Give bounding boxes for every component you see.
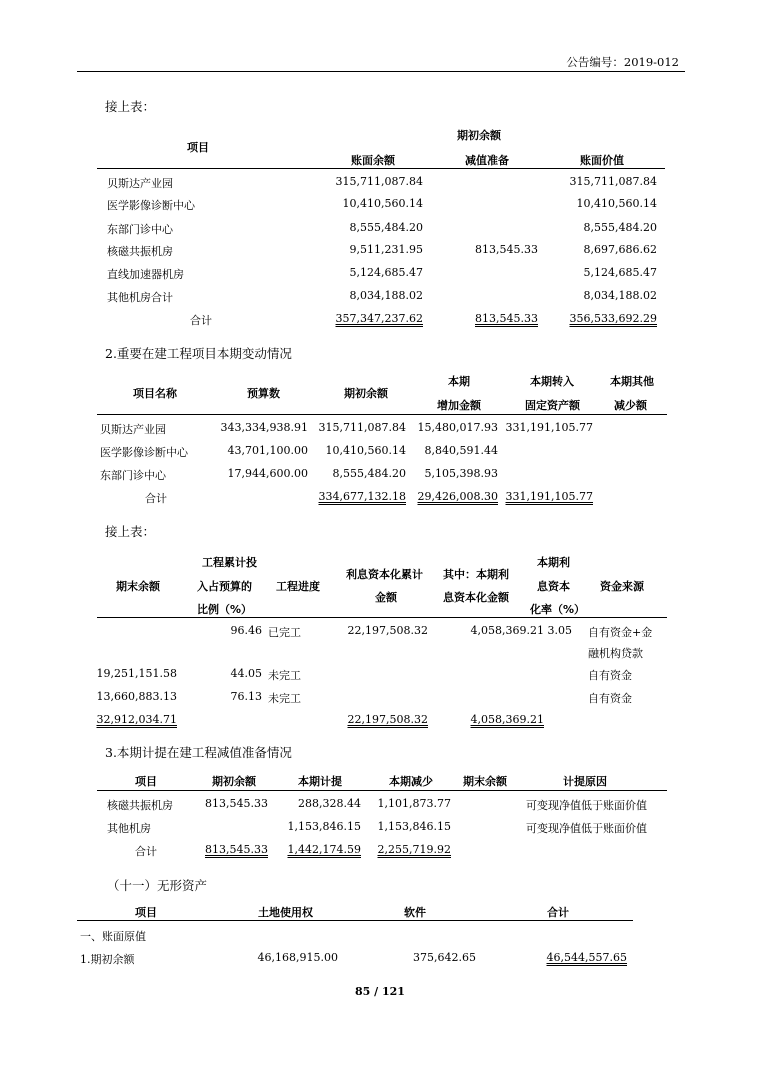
page-number: 85 / 121 (355, 985, 405, 998)
t1-cell-book-balance: 9,511,231.95 (349, 243, 423, 256)
t2-total-add: 29,426,008.30 (417, 490, 498, 503)
t1-total-impairment: 813,545.33 (475, 312, 538, 325)
t3-header-rule (97, 617, 667, 618)
t2-cell-add: 15,480,017.93 (417, 421, 498, 434)
t3-total-cur: 4,058,369.21 (470, 713, 544, 726)
t1-total-label: 合计 (190, 314, 212, 327)
t5-header-software: 软件 (404, 906, 426, 919)
t1-header-rule (97, 168, 665, 169)
t2-header-opening: 期初余额 (344, 387, 388, 400)
t3-header-cur-1: 其中：本期利 (443, 568, 509, 581)
t2-cell-transfer: 331,191,105.77 (505, 421, 593, 434)
t3-cell-source: 自有资金 (588, 692, 632, 705)
t1-cell-book-balance: 10,410,560.14 (342, 197, 423, 210)
t4-header-opening: 期初余额 (212, 775, 256, 788)
t4-cell-provision: 1,153,846.15 (287, 820, 361, 833)
t4-cell-reason: 可变现净值低于账面价值 (526, 822, 647, 835)
t3-total-closing: 32,912,034.71 (96, 713, 177, 726)
t1-cell-book-balance: 8,555,484.20 (349, 221, 423, 234)
t4-total-provision: 1,442,174.59 (287, 843, 361, 856)
t5-header-total: 合计 (547, 906, 569, 919)
continued-label: 接上表： (105, 99, 156, 114)
t3-cell-source: 自有资金+金 (588, 626, 653, 639)
t3-header-source: 资金来源 (600, 580, 644, 593)
t4-header-item: 项目 (135, 775, 157, 788)
t2-cell-opening: 315,711,087.84 (318, 421, 406, 434)
t5-header-rule (77, 920, 633, 921)
t2-header-other-1: 本期其他 (610, 375, 654, 388)
t1-cell-book-value: 8,555,484.20 (583, 221, 657, 234)
t3-header-cap-2: 金额 (375, 591, 397, 604)
t1-cell-name: 其他机房合计 (107, 291, 173, 304)
t2-cell-add: 8,840,591.44 (424, 444, 498, 457)
t1-cell-book-balance: 5,124,685.47 (349, 266, 423, 279)
t4-cell-opening: 813,545.33 (205, 797, 268, 810)
t2-cell-name: 东部门诊中心 (100, 469, 166, 482)
section-title-construction-changes: 2.重要在建工程项目本期变动情况 (105, 346, 292, 361)
t2-cell-opening: 8,555,484.20 (332, 467, 406, 480)
t1-cell-book-value: 8,697,686.62 (583, 243, 657, 256)
t2-cell-name: 贝斯达产业园 (100, 423, 166, 436)
t4-cell-item: 其他机房 (107, 822, 151, 835)
t4-header-reason: 计提原因 (563, 775, 607, 788)
t2-header-rule (97, 414, 667, 415)
t1-header-impairment: 减值准备 (465, 154, 509, 167)
t3-cell-ratio: 76.13 (230, 690, 262, 703)
t1-cell-book-balance: 315,711,087.84 (335, 175, 423, 188)
t1-cell-book-balance: 8,034,188.02 (349, 289, 423, 302)
t1-cell-impairment: 813,545.33 (475, 243, 538, 256)
t4-header-decrease: 本期减少 (389, 775, 433, 788)
t3-header-rate-3: 化率（%） (530, 603, 586, 616)
section-title-impairment: 3.本期计提在建工程减值准备情况 (105, 745, 292, 760)
t5-cell-software: 375,642.65 (413, 951, 476, 964)
t5-header-item: 项目 (135, 906, 157, 919)
t1-cell-name: 核磁共振机房 (107, 245, 173, 258)
t3-cell-progress: 未完工 (268, 692, 301, 705)
t1-total-book-balance: 357,347,237.62 (335, 312, 423, 325)
t2-header-add-2: 增加金额 (437, 399, 481, 412)
header-rule (77, 71, 685, 72)
t1-cell-book-value: 10,410,560.14 (576, 197, 657, 210)
t4-total-label: 合计 (135, 845, 157, 858)
t3-header-cap-1: 利息资本化累计 (346, 568, 423, 581)
t1-total-book-value: 356,533,692.29 (569, 312, 657, 325)
t1-cell-book-value: 8,034,188.02 (583, 289, 657, 302)
t1-cell-book-value: 5,124,685.47 (583, 266, 657, 279)
t5-cell-total: 46,544,557.65 (546, 951, 627, 964)
t3-header-rate-2: 息资本 (537, 580, 570, 593)
section-title-intangible-assets: （十一）无形资产 (107, 878, 208, 893)
t1-cell-name: 医学影像诊断中心 (107, 199, 195, 212)
t2-header-transfer-2: 固定资产额 (525, 399, 580, 412)
t2-cell-budget: 43,701,100.00 (227, 444, 308, 457)
t2-cell-name: 医学影像诊断中心 (100, 446, 188, 459)
t5-section-label: 一、账面原值 (80, 930, 146, 943)
t3-cell-cur: 4,058,369.21 (470, 624, 544, 637)
t5-cell-land: 46,168,915.00 (257, 951, 338, 964)
t3-cell-progress: 已完工 (268, 626, 301, 639)
t4-header-provision: 本期计提 (298, 775, 342, 788)
t4-header-closing: 期末余额 (463, 775, 507, 788)
t5-cell-item: 1.期初余额 (80, 953, 135, 966)
t3-header-ratio-1: 工程累计投 (202, 556, 257, 569)
t3-header-progress: 工程进度 (276, 580, 320, 593)
t3-header-closing: 期末余额 (116, 580, 160, 593)
t3-header-cur-2: 息资本化金额 (443, 591, 509, 604)
t3-cell-ratio: 96.46 (230, 624, 262, 637)
t3-total-cap: 22,197,508.32 (347, 713, 428, 726)
t4-total-decrease: 2,255,719.92 (377, 843, 451, 856)
t2-cell-budget: 17,944,600.00 (227, 467, 308, 480)
continued-label: 接上表： (105, 524, 156, 539)
t4-cell-provision: 288,328.44 (298, 797, 361, 810)
t3-cell-closing: 13,660,883.13 (96, 690, 177, 703)
t5-header-land: 土地使用权 (258, 906, 313, 919)
t3-cell-cap: 22,197,508.32 (347, 624, 428, 637)
t4-cell-decrease: 1,153,846.15 (377, 820, 451, 833)
t1-header-opening: 期初余额 (457, 129, 501, 142)
t3-cell-closing: 19,251,151.58 (96, 667, 177, 680)
t4-cell-decrease: 1,101,873.77 (377, 797, 451, 810)
t2-header-add-1: 本期 (448, 375, 470, 388)
t3-cell-ratio: 44.05 (230, 667, 262, 680)
t4-total-opening: 813,545.33 (205, 843, 268, 856)
t2-cell-budget: 343,334,938.91 (220, 421, 308, 434)
t1-cell-name: 东部门诊中心 (107, 223, 173, 236)
t2-cell-add: 5,105,398.93 (424, 467, 498, 480)
t2-header-budget: 预算数 (247, 387, 280, 400)
t3-cell-source: 自有资金 (588, 669, 632, 682)
announcement-number: 公告编号：2019-012 (566, 55, 679, 69)
t2-cell-opening: 10,410,560.14 (325, 444, 406, 457)
t3-cell-progress: 未完工 (268, 669, 301, 682)
t1-header-item: 项目 (187, 141, 209, 154)
t1-header-book-balance: 账面余额 (351, 154, 395, 167)
t3-cell-rate: 3.05 (547, 624, 572, 637)
t3-header-ratio-3: 比例（%） (197, 603, 253, 616)
t2-total-opening: 334,677,132.18 (318, 490, 406, 503)
t2-total-transfer: 331,191,105.77 (505, 490, 593, 503)
t2-header-other-2: 减少额 (614, 399, 647, 412)
t1-header-book-value: 账面价值 (580, 154, 624, 167)
t2-header-name: 项目名称 (133, 387, 177, 400)
t3-header-rate-1: 本期利 (537, 556, 570, 569)
t4-header-rule (97, 790, 667, 791)
t2-header-transfer-1: 本期转入 (530, 375, 574, 388)
t2-total-label: 合计 (145, 492, 167, 505)
t4-cell-item: 核磁共振机房 (107, 799, 173, 812)
t4-cell-reason: 可变现净值低于账面价值 (526, 799, 647, 812)
t3-cell-source-cont: 融机构贷款 (588, 647, 643, 660)
t1-cell-book-value: 315,711,087.84 (569, 175, 657, 188)
t1-cell-name: 贝斯达产业园 (107, 177, 173, 190)
t3-header-ratio-2: 入占预算的 (197, 580, 252, 593)
t1-cell-name: 直线加速器机房 (107, 268, 184, 281)
